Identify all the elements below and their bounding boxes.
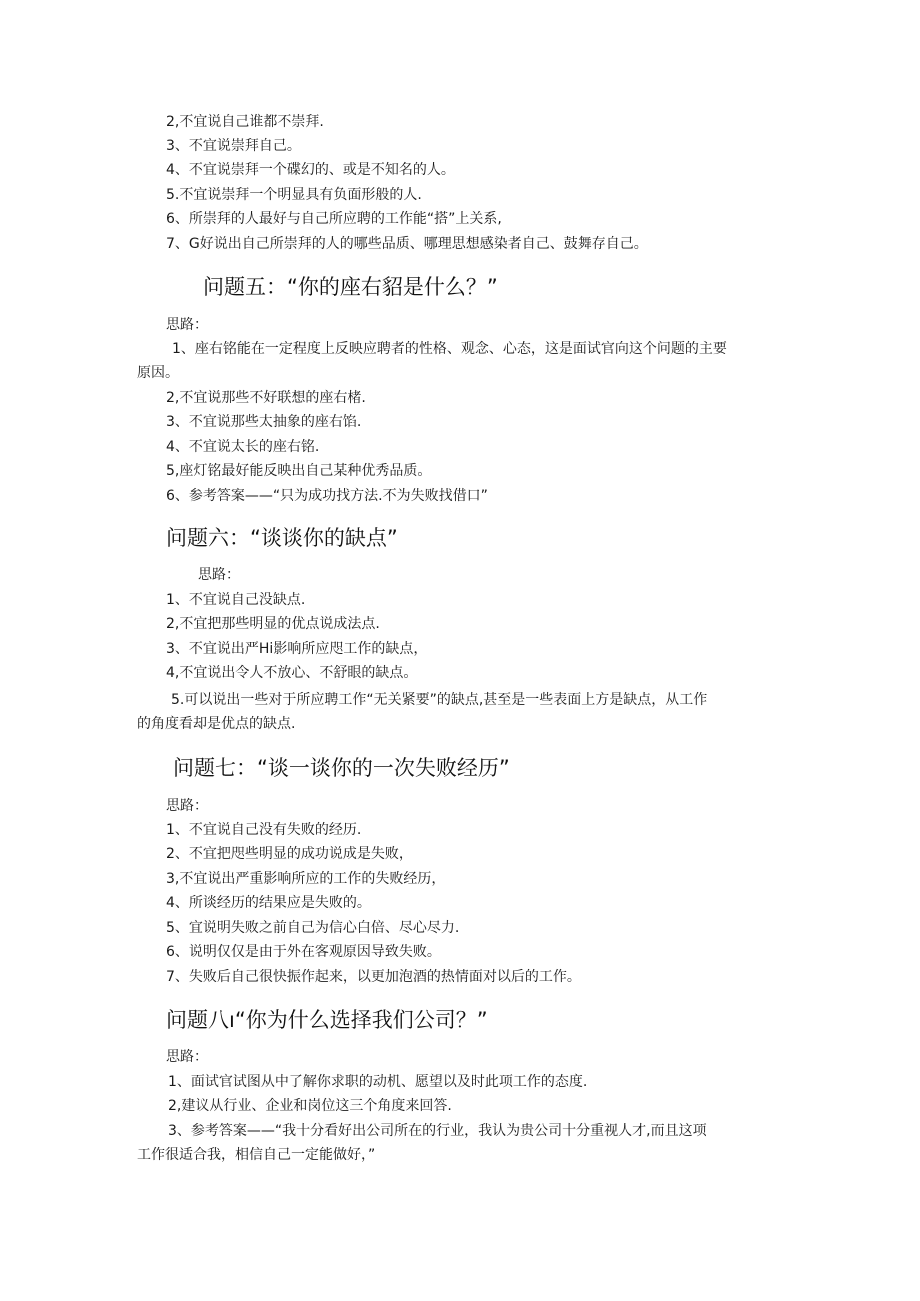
list-item: 5、宜说明失败之前自己为信心白倍、尽心尽力. bbox=[166, 920, 460, 936]
list-item: 2,不宜说自己谁都不崇拜. bbox=[166, 114, 324, 130]
section-label: 思路： bbox=[166, 798, 208, 814]
list-item: 1、不宜说自己没有失败的经历. bbox=[166, 822, 362, 838]
list-item: 2、不宜把咫些明显的成功说成是失败， bbox=[166, 846, 413, 862]
list-item: 4、不宜说太长的座右铭. bbox=[166, 439, 320, 455]
list-item: 1、座右铭能在一定程度上反映应聘者的性格、观念、心态，这是面试官向这个问题的主要 bbox=[172, 341, 727, 357]
list-item: 5,座灯铭最好能反映出自己某种优秀品质。 bbox=[166, 463, 432, 479]
list-item: 7、失败后自己很快振作起来，以更加泡酒的热情面对以后的工作。 bbox=[166, 969, 581, 985]
list-item: 1、不宜说自己没缺点. bbox=[166, 592, 306, 608]
list-item: 3、不宜说出严Hi影响所应咫工作的缺点， bbox=[166, 641, 428, 657]
section-label: 思路： bbox=[198, 567, 240, 583]
list-item-continuation: 工作很适合我，相信自己一定能做好，” bbox=[137, 1147, 376, 1163]
list-item: 6、参考答案——“只为成功找方法.不为失败找借口” bbox=[166, 488, 488, 504]
list-item: 4、不宜说崇拜一个碟幻的、或是不知名的人。 bbox=[166, 162, 455, 178]
list-item: 3、不宜说崇拜自己。 bbox=[166, 138, 301, 154]
list-item: 4、所谈经历的结果应是失败的。 bbox=[166, 895, 371, 911]
list-item: 6、说明仅仅是由于外在客观原因导致失败。 bbox=[166, 944, 441, 960]
question-six-heading: 问题六：“谈谈你的缺点” bbox=[166, 526, 398, 550]
list-item: 3、参考答案——“我十分看好出公司所在的行业，我认为贵公司十分重视人才,而且这项 bbox=[168, 1123, 707, 1139]
list-item-continuation: 原因。 bbox=[137, 365, 179, 381]
list-item: 7、G好说出自己所崇拜的人的哪些品质、哪理思想感染者自己、鼓舞存自己。 bbox=[166, 236, 648, 252]
question-seven-heading: 问题七：“谈一谈你的一次失败经历” bbox=[173, 756, 510, 780]
list-item-continuation: 的角度看却是优点的缺点. bbox=[137, 716, 296, 732]
list-item: 6、所崇拜的人最好与自己所应聘的工作能“搭”上关系, bbox=[166, 211, 502, 227]
section-label: 思路： bbox=[166, 317, 208, 333]
question-eight-heading: 问题八ı“你为什么选择我们公司？” bbox=[166, 1008, 488, 1032]
list-item: 3、不宜说那些太抽象的座右馅. bbox=[166, 414, 362, 430]
question-five-heading: 问题五：“你的座右貂是什么？” bbox=[203, 275, 498, 299]
list-item: 5.可以说出一些对于所应聘工作“无关紧要”的缺点,甚至是一些表面上方是缺点，从工作 bbox=[171, 692, 708, 708]
list-item: 5.不宜说崇拜一个明显具有负面形般的人. bbox=[166, 187, 422, 203]
list-item: 3,不宜说出严重影响所应的工作的失败经历， bbox=[166, 871, 446, 887]
list-item: 2,不宜说那些不好联想的座右楮. bbox=[166, 390, 366, 406]
list-item: 1、面试官试图从中了解你求职的动机、愿望以及时此项工作的态度. bbox=[168, 1074, 588, 1090]
section-label: 思路： bbox=[166, 1049, 208, 1065]
list-item: 4,不宜说出令人不放心、不舒眼的缺点。 bbox=[166, 665, 418, 681]
list-item: 2,不宜把那些明显的优点说成法点. bbox=[166, 616, 380, 632]
list-item: 2,建议从行业、企业和岗位这三个角度来回答. bbox=[168, 1098, 452, 1114]
